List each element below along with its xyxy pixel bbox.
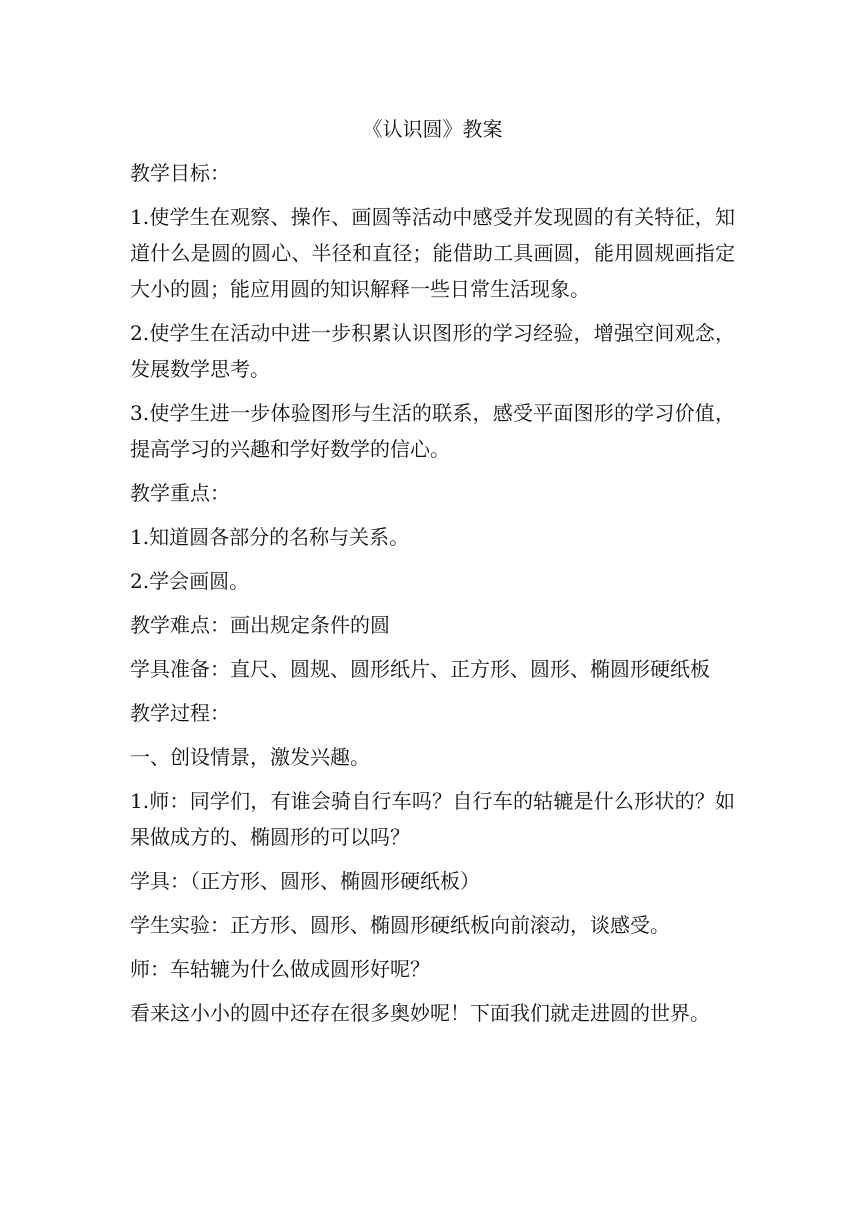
materials: 学具准备：直尺、圆规、圆形纸片、正方形、圆形、椭圆形硬纸板 [130,657,710,681]
heading-process: 教学过程： [130,701,230,725]
goal-1: 1.使学生在观察、操作、画圆等活动中感受并发现圆的有关特征，知道什么是圆的圆心、半径和直径；能借助工具画圆，能用圆规画指定大小的圆；能应用圆的知识解释一些日常生活现象。 [130,205,735,301]
teacher-question-2: 师：车轱辘为什么做成圆形好呢？ [130,957,430,981]
heading-key-points: 教学重点： [130,481,230,505]
key-point-2: 2.学会画圆。 [130,569,250,593]
section-1-heading: 一、创设情景，激发兴趣。 [130,745,370,769]
heading-teaching-goals: 教学目标： [130,161,230,185]
document-body [130,111,735,1039]
document-title: 《认识圆》教案 [362,117,503,141]
teacher-question-1: 1.师：同学们，有谁会骑自行车吗？自行车的轱辘是什么形状的？如果做成方的、椭圆形的可以吗？ [130,789,735,849]
materials-line: 学具：（正方形、圆形、椭圆形硬纸板） [130,869,480,893]
transition-sentence: 看来这小小的圆中还存在很多奥妙呢！下面我们就走进圆的世界。 [130,1001,710,1025]
student-experiment: 学生实验：正方形、圆形、椭圆形硬纸板向前滚动，谈感受。 [130,913,670,937]
goal-2: 2.使学生在活动中进一步积累认识图形的学习经验，增强空间观念，发展数学思考。 [130,321,735,381]
goal-3: 3.使学生进一步体验图形与生活的联系，感受平面图形的学习价值，提高学习的兴趣和学好数学的信心。 [130,401,735,461]
difficulty: 教学难点：画出规定条件的圆 [130,613,390,637]
key-point-1: 1.知道圆各部分的名称与关系。 [130,525,410,549]
